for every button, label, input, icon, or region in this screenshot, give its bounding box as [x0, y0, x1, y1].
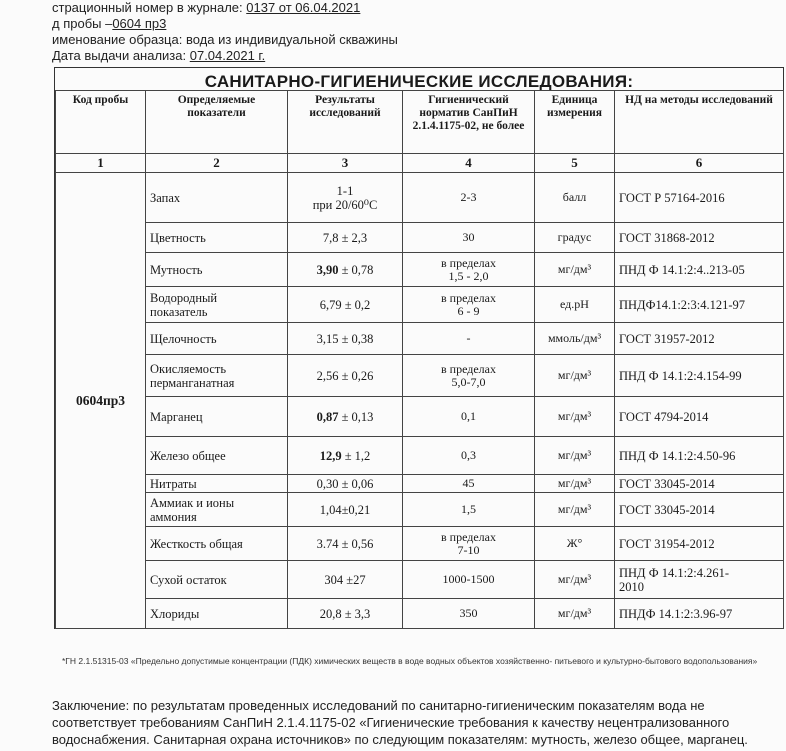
- table-row: [56, 355, 784, 397]
- norm-value: 45: [403, 475, 535, 493]
- result-text: ± 0,78: [338, 262, 374, 277]
- method-value: ГОСТ 31868-2012: [615, 223, 784, 253]
- col-number: 6: [615, 154, 784, 173]
- unit-value: мг/дм³: [535, 397, 615, 437]
- method-value: ПНДФ 14.1:2:3.96-97: [615, 599, 784, 629]
- param-name: Жесткость общая: [146, 527, 288, 561]
- result-value: [288, 323, 403, 355]
- issue-date-line: [52, 48, 572, 64]
- unit-value: ед.рН: [535, 287, 615, 323]
- param-name: Мутность: [146, 253, 288, 287]
- table-row: [56, 323, 784, 355]
- method-value: ГОСТ 31957-2012: [615, 323, 784, 355]
- sample-code-label: д пробы –: [52, 16, 113, 31]
- result-text: 0,30 ± 0,06: [316, 476, 374, 491]
- result-exceeding-value: 3,90: [316, 262, 339, 277]
- conclusion: Заключение: по результатам проведенных исследований по санитарно-гигиеническим показателям вода не соответствует требованиям СанПиН 2.1.4.1175-02 «Гигиенические требования к качеству нецентрализованного водоснабжения. Санитарная охрана источников» по следующим показателям: мутность, железо общее, марганец.: [52, 698, 748, 747]
- result-text: 2,56 ± 0,26: [316, 368, 374, 383]
- norm-value: 0,1: [403, 397, 535, 437]
- table-row: [56, 493, 784, 527]
- norm-value: в пределах 6 - 9: [403, 287, 535, 323]
- result-exceeding-value: 0,87: [316, 409, 339, 424]
- result-text: ± 0,13: [338, 409, 374, 424]
- unit-value: мг/дм³: [535, 253, 615, 287]
- unit-value: балл: [535, 173, 615, 223]
- norm-value: 350: [403, 599, 535, 629]
- param-name: Сухой остаток: [146, 561, 288, 599]
- result-value: [288, 493, 403, 527]
- method-value: ГОСТ 4794-2014: [615, 397, 784, 437]
- unit-value: мг/дм³: [535, 437, 615, 475]
- col-number: 5: [535, 154, 615, 173]
- table-row: [56, 397, 784, 437]
- sample-code-line: [52, 16, 572, 32]
- param-name: Железо общее: [146, 437, 288, 475]
- method-value: ПНД Ф 14.1:2:4.261- 2010: [615, 561, 784, 599]
- col-number: 4: [403, 154, 535, 173]
- result-text: 304 ±27: [324, 572, 366, 587]
- norm-value: 0,3: [403, 437, 535, 475]
- param-name: Марганец: [146, 397, 288, 437]
- param-name: Запах: [146, 173, 288, 223]
- col-header-norm: Гигиенический норматив СанПиН 2.1.4.1175-02, не более: [403, 91, 535, 154]
- result-text: 7,8 ± 2,3: [322, 230, 368, 245]
- issue-date-label: Дата выдачи анализа:: [52, 48, 190, 63]
- result-text: ± 1,2: [341, 448, 371, 463]
- method-value: ГОСТ 31954-2012: [615, 527, 784, 561]
- unit-value: мг/дм³: [535, 493, 615, 527]
- norm-value: 30: [403, 223, 535, 253]
- col-number: 3: [288, 154, 403, 173]
- col-header-code: Код пробы: [56, 91, 146, 154]
- unit-value: градус: [535, 223, 615, 253]
- registration-value: 0137 от 06.04.2021: [246, 0, 361, 15]
- table-row: [56, 437, 784, 475]
- document-header: [52, 0, 572, 64]
- result-text: 3,15 ± 0,38: [316, 331, 374, 346]
- result-value: [288, 475, 403, 493]
- method-value: ПНД Ф 14.1:2:4.154-99: [615, 355, 784, 397]
- sample-code-value: 0604 пр3: [112, 16, 167, 31]
- issue-date-value: 07.04.2021 г.: [189, 48, 266, 63]
- norm-value: в пределах 7-10: [403, 527, 535, 561]
- column-number-row: [56, 154, 784, 173]
- result-exceeding-value: 12,9: [319, 448, 342, 463]
- result-value: [288, 437, 403, 475]
- param-name: Щелочность: [146, 323, 288, 355]
- col-number: 2: [146, 154, 288, 173]
- method-value: ГОСТ 33045-2014: [615, 493, 784, 527]
- result-value: [288, 355, 403, 397]
- results-table: [55, 90, 784, 629]
- unit-value: мг/дм³: [535, 355, 615, 397]
- table-row: [56, 173, 784, 223]
- method-value: ГОСТ Р 57164-2016: [615, 173, 784, 223]
- result-value: [288, 527, 403, 561]
- col-header-param: Определяемые показатели: [146, 91, 288, 154]
- param-name: Водородный показатель: [146, 287, 288, 323]
- col-header-result: Результаты исследований: [288, 91, 403, 154]
- table-row: [56, 527, 784, 561]
- registration-label: страционный номер в журнале:: [52, 0, 247, 15]
- table-header-row: [56, 91, 784, 154]
- table-row: [56, 599, 784, 629]
- result-value: [288, 173, 403, 223]
- param-name: Хлориды: [146, 599, 288, 629]
- sample-code-cell: 0604пр3: [56, 173, 146, 629]
- result-text: 3.74 ± 0,56: [316, 536, 374, 551]
- footnote: *ГН 2.1.51315-03 «Предельно допустимые концентрации (ПДК) химических веществ в воде водных объектов хозяйственно- питьевого и культурно-бытового водопользования»: [62, 656, 758, 666]
- unit-value: мг/дм³: [535, 599, 615, 629]
- result-value: [288, 253, 403, 287]
- table-row: [56, 561, 784, 599]
- method-value: ПНД Ф 14.1:2:4.50-96: [615, 437, 784, 475]
- table-row: [56, 223, 784, 253]
- method-value: ПНДФ14.1:2:3:4.121-97: [615, 287, 784, 323]
- sample-name-line: именование образца: вода из индивидуальной скважины: [52, 32, 398, 47]
- result-value: [288, 599, 403, 629]
- results-body: [56, 173, 784, 629]
- results-frame: [54, 67, 784, 629]
- result-value: [288, 223, 403, 253]
- table-row: [56, 287, 784, 323]
- table-row: [56, 475, 784, 493]
- result-text: 20,8 ± 3,3: [319, 606, 371, 621]
- col-header-method: НД на методы исследований: [615, 91, 784, 154]
- result-value: [288, 397, 403, 437]
- param-name: Окисляемость перманганатная: [146, 355, 288, 397]
- param-name: Нитраты: [146, 475, 288, 493]
- param-name: Аммиак и ионы аммония: [146, 493, 288, 527]
- method-value: ГОСТ 33045-2014: [615, 475, 784, 493]
- unit-value: мг/дм³: [535, 561, 615, 599]
- norm-value: 1,5: [403, 493, 535, 527]
- registration-line: [52, 0, 572, 16]
- norm-value: в пределах 5,0-7,0: [403, 355, 535, 397]
- unit-value: мг/дм³: [535, 475, 615, 493]
- result-text: 6,79 ± 0,2: [319, 297, 371, 312]
- table-row: [56, 253, 784, 287]
- col-header-unit: Единица измерения: [535, 91, 615, 154]
- result-value: [288, 287, 403, 323]
- page-title: САНИТАРНО-ГИГИЕНИЧЕСКИЕ ИССЛЕДОВАНИЯ:: [204, 72, 634, 91]
- norm-value: 1000-1500: [403, 561, 535, 599]
- param-name: Цветность: [146, 223, 288, 253]
- method-value: ПНД Ф 14.1:2:4..213-05: [615, 253, 784, 287]
- norm-value: -: [403, 323, 535, 355]
- norm-value: в пределах 1,5 - 2,0: [403, 253, 535, 287]
- result-value: [288, 561, 403, 599]
- unit-value: ммоль/дм³: [535, 323, 615, 355]
- col-number: 1: [56, 154, 146, 173]
- result-text: 1,04±0,21: [319, 502, 371, 517]
- result-text: 1-1 при 20/60⁰С: [312, 183, 378, 212]
- norm-value: 2-3: [403, 173, 535, 223]
- unit-value: Ж°: [535, 527, 615, 561]
